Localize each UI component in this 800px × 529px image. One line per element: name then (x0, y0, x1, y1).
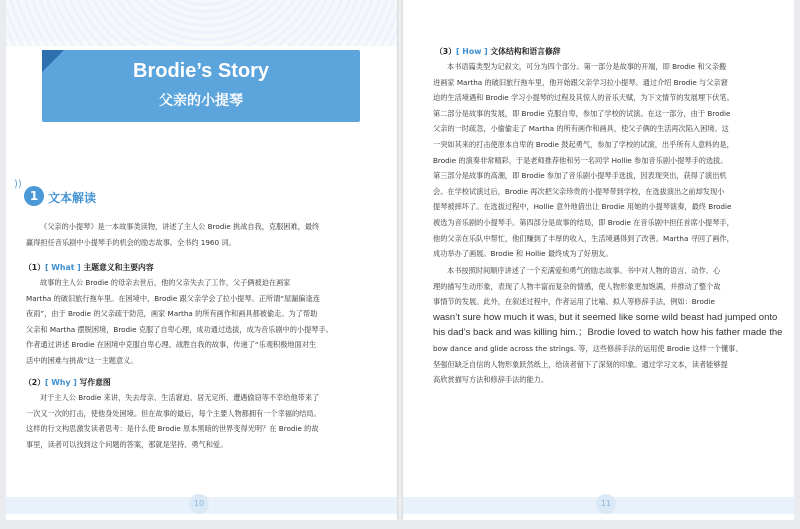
paragraph-line: 被选为音乐剧的小提琴手。第四部分是故事的结局，即 Brodie 在音乐剧中担任首席小提琴手， (433, 217, 734, 227)
section-title: 文本解读 (48, 191, 97, 205)
paragraph-line: 会。在学校试演过后，Brodie 再次把父亲珍贵的小提琴带到学校，在选拔演出之前却发现小 (433, 186, 725, 196)
subheading-number: （3） (435, 47, 457, 56)
paragraph-line: 坚强但缺乏自信的人物形象跃然纸上，给读者留下了深刻的印象。通过学习文本，读者能够提 (433, 359, 728, 369)
how-paragraph-1 (433, 59, 783, 262)
intro-line: 《父亲的小提琴》是一本故事类读物，讲述了主人公 Brodie 挑战自我，克服困难，最终 (40, 222, 320, 231)
paragraph-line: 一突如其来的打击使原本自卑的 Brodie 鼓起勇气，参加了学校的试演，出乎所有人意料的是， (433, 139, 734, 149)
paragraph-line: 事情节的发展。此外，在叙述过程中，作者运用了比喻、拟人等修辞手法，例如：Brodie (433, 297, 715, 307)
book-title: Brodie’s Story (133, 60, 269, 82)
paragraph-line: 故事的主人公 Brodie 的母亲去世后，他的父亲失去了工作，父子俩被迫在画家 (40, 278, 291, 287)
page-number: 11 (596, 494, 616, 514)
paragraph-line: 第二部分是故事的发展，即 Brodie 克服自卑，参加了学校的试演。在这一部分，由于 Brodie (433, 108, 731, 118)
paragraph-line: 他的父亲在乐队中帮忙，他们赚到了丰厚的收入，生活境遇得到了改善。Martha 寻回了画作， (433, 233, 734, 243)
what-paragraph (26, 275, 378, 369)
subheading-number: （2） (24, 378, 46, 387)
subheading-title: 写作意图 (79, 378, 111, 387)
paragraph-line: 本书按照时间顺序讲述了一个充满爱和勇气的励志故事。书中对人物的语言、动作、心 (447, 266, 721, 275)
subheading-number: （1） (24, 263, 46, 272)
paragraph-line: 高欣赏描写方法和修辞手法的能力。 (433, 375, 549, 385)
paragraph-line: 父亲和 Martha 摆脱困境，Brodie 克服了自卑心理，成功通过选拔，成为音乐剧中的小提琴手。 (26, 324, 333, 334)
paragraph-line: 对于主人公 Brodie 来讲，失去母亲、生活窘迫、居无定所、遭遇偷窃等不幸给他带来了 (40, 393, 320, 402)
paragraph-line: 理的描写生动形象，表现了人物丰富而复杂的情感，使人物形象更加饱满，并推动了整个故 (433, 281, 721, 291)
right-page (403, 0, 794, 520)
paragraph-line: 成功举办了画展。Brodie 和 Hollie 最终成为了好朋友。 (433, 249, 613, 259)
paragraph-line: bow dance and glide across the strings. 等，这些修辞手法的运用使 Brodie 这样一个懂事、 (433, 343, 743, 353)
section-number-badge: 1 (24, 186, 44, 206)
paragraph-line: 活中的困难与挑战”这一主题意义。 (26, 355, 138, 365)
paragraph-line: wasn’t sure how much it was, but it seemed like some wild beast had jumped onto (433, 311, 778, 323)
intro-paragraph (26, 219, 378, 250)
paragraph-line: 事里，读者可以找到这个问题的答案，那就是坚持、勇气和爱。 (26, 439, 228, 449)
subheading-tag: [ Why ] (45, 378, 77, 387)
paragraph-line: his dad’s back and was killing him.；Brodie loved to watch how his father made the (433, 327, 783, 339)
subheading-title: 文体结构和语言修辞 (490, 47, 561, 56)
subheading-title: 主题意义和主要内容 (83, 263, 154, 272)
paragraph-line: 提琴被摔坏了。在选拔过程中，Hollie 意外地借出让 Brodie 用她的小提琴演奏，最终 Brodie (433, 202, 732, 212)
intro-line: 赢得担任音乐剧中小提琴手的机会的励志故事。全书约 1960 词。 (26, 237, 236, 247)
subheading-tag: [ What ] (45, 263, 81, 272)
paragraph-line: 作者通过讲述 Brodie 在困境中克服自卑心理、战胜自我的故事，传递了“乐观积极地面对生 (26, 340, 317, 350)
paragraph-line: 迫的生活境遇和 Brodie 学习小提琴的过程及其惊人的音乐天赋，为下文情节的发展埋下伏笔。 (433, 93, 734, 103)
paragraph-line: 本书语篇类型为记叙文，可分为四个部分。第一部分是故事的开端，即 Brodie 和父亲搬 (447, 62, 727, 71)
paragraph-line: 第三部分是故事的高潮，即 Brodie 参加了音乐剧小提琴手选拔，因表现突出，获得了演出机 (433, 171, 727, 181)
page-number: 10 (189, 494, 209, 514)
paragraph-line: Martha 的破旧旅行拖车里。在困境中，Brodie 跟父亲学会了拉小提琴。正所谓“屋漏偏逢连 (26, 293, 320, 303)
why-paragraph (26, 390, 378, 452)
paragraph-line: 这样的行文构思激发读者思考：是什么使 Brodie 原本黑暗的世界变得光明？在 Brodie 的故 (26, 424, 319, 434)
paragraph-line: 父亲的一时疏忽，小偷偷走了 Martha 的所有画作和画具，使父子俩的生活再次陷入困境。这 (433, 124, 729, 134)
subheading-how (435, 46, 561, 57)
signal-icon: )) (14, 179, 22, 190)
subheading-what (24, 262, 154, 273)
how-paragraph-2 (433, 263, 783, 388)
paragraph-line: Brodie 的演奏非常精彩，于是老师推荐他和另一名同学 Hollie 参加音乐剧小提琴手的选拔。 (433, 155, 728, 165)
left-page (6, 0, 397, 520)
header-pattern (6, 0, 397, 46)
paragraph-line: 进画家 Martha 的破旧旅行拖车里，他开始跟父亲学习拉小提琴。通过介绍 Brodie 与父亲窘 (433, 77, 728, 87)
paragraph-line: 一次又一次的打击，使他身处困境。但在故事的最后，每个主要人物都拥有一个幸福的结局。 (26, 408, 321, 418)
subheading-tag: [ How ] (456, 47, 488, 56)
book-subtitle: 父亲的小提琴 (159, 93, 243, 109)
subheading-why (24, 377, 111, 388)
paragraph-line: 夜雨”，由于 Brodie 的父亲疏于防范，画家 Martha 的所有画作和画具都被偷走。为了帮助 (26, 309, 318, 319)
